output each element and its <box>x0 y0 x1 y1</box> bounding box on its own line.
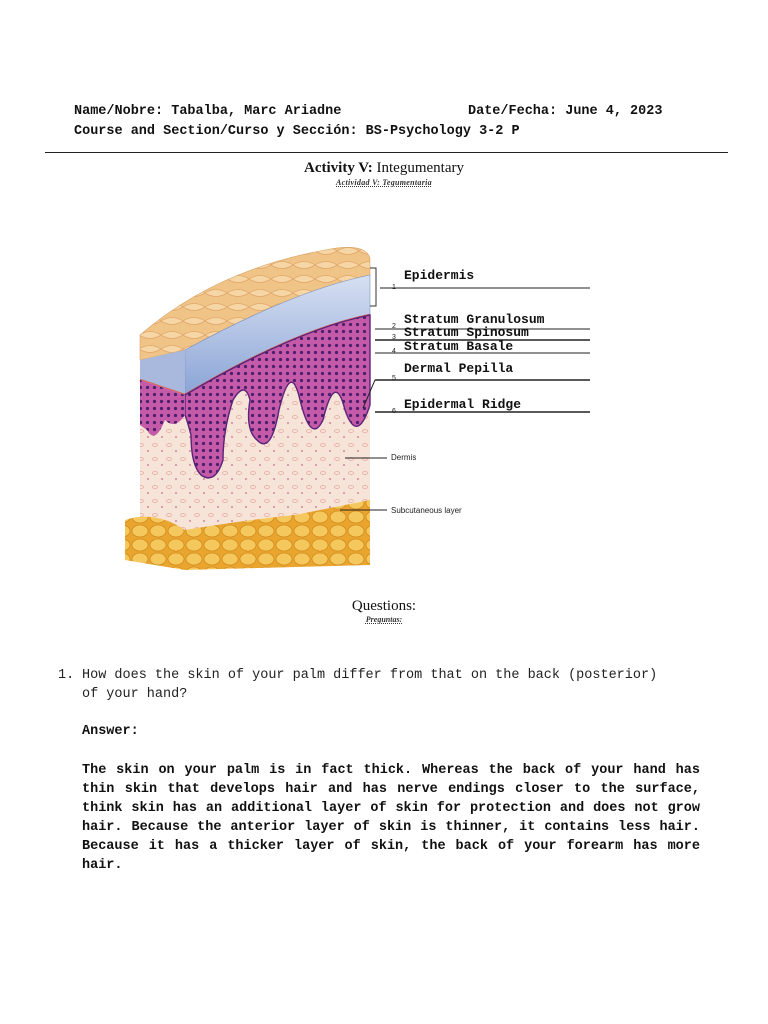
question-1 <box>58 666 658 704</box>
label-stratum-spinosum: Stratum Spinosum <box>404 325 529 340</box>
skin-diagram <box>95 230 660 580</box>
label-epidermal-ridge: Epidermal Ridge <box>404 397 522 412</box>
questions-subtitle: Preguntas: <box>365 615 403 624</box>
answer-text: The skin on your palm is in fact thick. Whereas the back of your hand has thin skin that develops hair and has nerve endings closer to the surface, think skin has an additional layer of skin for protection and does not grow hair. Because the anterior layer of skin is thinner, it contains less hair. Because it has a thicker layer of skin, the back of your forearm has more hair. <box>82 763 700 873</box>
activity-title-block <box>0 160 768 187</box>
label-stratum-basale: Stratum Basale <box>404 339 514 354</box>
label-number-3: 3 <box>392 334 396 341</box>
activity-subtitle: Actividad V: Tegumentaria <box>336 178 432 187</box>
header-row-2 <box>74 122 714 142</box>
skin-cross-section-illustration <box>95 230 660 580</box>
label-epidermis: Epidermis <box>404 268 475 283</box>
label-number-2: 2 <box>392 323 396 330</box>
label-subcutaneous-layer: Subcutaneous layer <box>391 506 462 515</box>
question-number: 1. <box>58 668 75 683</box>
label-dermis: Dermis <box>391 453 417 462</box>
label-number-5: 5 <box>392 375 396 382</box>
course-section: Course and Section/Curso y Sección: BS-Psychology 3-2 P <box>74 124 520 139</box>
student-name: Name/Nobre: Tabalba, Marc Ariadne <box>74 104 342 119</box>
student-header <box>74 102 714 142</box>
label-number-4: 4 <box>392 348 396 355</box>
header-divider <box>45 152 728 153</box>
activity-title: Activity V: Integumentary <box>304 160 464 176</box>
question-text: How does the skin of your palm differ from that on the back (posterior) of your hand? <box>82 668 658 702</box>
label-stratum-granulosum: Stratum Granulosum <box>404 312 545 327</box>
label-number-6: 6 <box>392 408 396 415</box>
answer-label: Answer: <box>82 724 139 739</box>
label-dermal-pepilla: Dermal Pepilla <box>404 361 514 376</box>
submission-date: Date/Fecha: June 4, 2023 <box>468 104 663 119</box>
questions-heading <box>0 598 768 624</box>
label-number-1: 1 <box>392 284 396 291</box>
questions-title: Questions: <box>351 598 417 614</box>
header-row-1 <box>74 102 714 122</box>
